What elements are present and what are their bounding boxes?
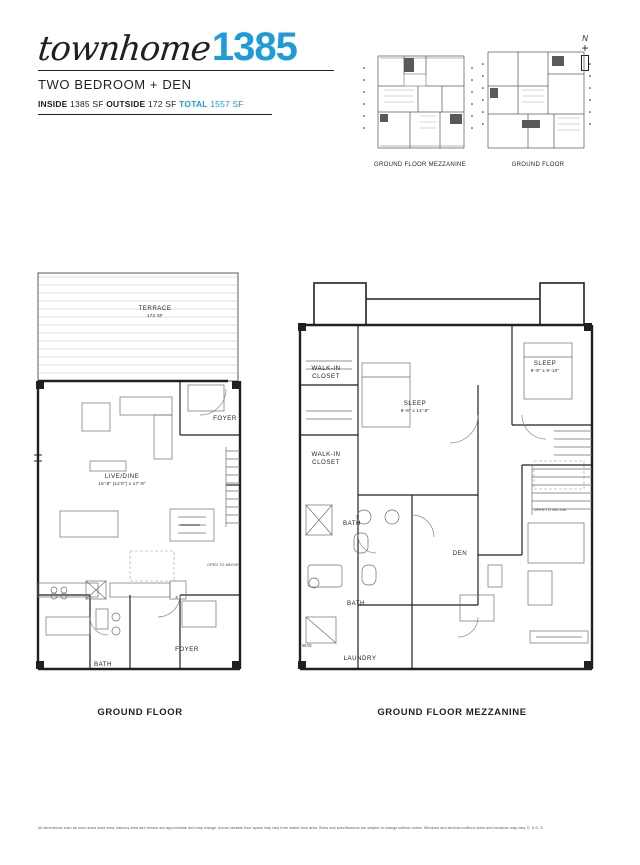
mezzanine-plan-drawing: [292, 265, 612, 705]
room-label-laundry: [330, 655, 390, 663]
outside-value: 172 SF: [147, 99, 177, 110]
room-name-terrace: TERRACE: [138, 305, 172, 312]
key-plan-ground-drawing: [482, 50, 594, 160]
room-label-walkin-closet-1: [304, 365, 348, 382]
room-dim-sleep-main: 9'-8" x 14'-8": [400, 408, 430, 414]
room-name-walkin-closet-1: WALK-IN CLOSET: [311, 365, 341, 381]
disclaimer-text: All dimensions such as room sizes suite area, balcony area and terrace are approximate and may change. Actual useable floor space may vary from stated floor area. Sizes and specifications are subject to change without notice. Windows and window mullions sizes and locations may vary. E. & O. E.: [38, 826, 545, 830]
plan-caption-mezzanine: GROUND FLOOR MEZZANINE: [377, 707, 527, 718]
room-label-washer-dryer: [292, 643, 322, 649]
total-label: TOTAL: [179, 99, 208, 110]
room-label-terrace: [120, 305, 190, 320]
room-label-foyer-upper: [200, 415, 250, 423]
room-label-walkin-closet-2: [304, 451, 348, 468]
room-name-den: DEN: [452, 550, 468, 557]
room-label-bath-left: [78, 661, 128, 669]
inside-value: 1385 SF: [70, 99, 104, 110]
room-label-foyer-lower: [162, 646, 212, 654]
room-label-den: [440, 550, 480, 558]
compass-north-label: N: [582, 34, 588, 43]
area-summary: [38, 99, 368, 109]
plan-caption-ground-floor: GROUND FLOOR: [97, 707, 183, 718]
brand-logo: [35, 25, 368, 69]
room-name-sleep-second: SLEEP: [533, 360, 557, 367]
room-name-sleep-main: SLEEP: [403, 400, 427, 407]
area-divider: [38, 114, 272, 115]
room-label-sleep-second: [510, 360, 580, 375]
note-fridge: F: [175, 595, 179, 600]
room-dim-live-dine: 16'-8" (12'0") x 17'-9": [98, 481, 146, 487]
room-name-bath-upper: BATH: [342, 520, 362, 527]
room-dim-sleep-second: 9'-9" x 9'-10": [530, 368, 560, 374]
brand-divider: [38, 70, 334, 71]
header: [35, 25, 368, 115]
brand-number-text: 1385: [211, 25, 297, 69]
floor-plan-drawings: [0, 255, 640, 725]
outside-label: OUTSIDE: [106, 99, 146, 110]
key-plan-ground: [482, 50, 594, 168]
room-label-live-dine: [62, 473, 182, 488]
key-plans: [352, 34, 602, 184]
room-dim-terrace: 172 SF: [146, 313, 163, 319]
inside-label: INSIDE: [38, 99, 68, 110]
key-plan-mezzanine: [360, 50, 480, 168]
room-label-bath-upper: [330, 520, 374, 528]
room-name-walkin-closet-2: WALK-IN CLOSET: [311, 451, 341, 467]
key-plan-ground-caption: GROUND FLOOR: [511, 162, 565, 168]
room-name-bath-left: BATH: [93, 661, 113, 668]
room-name-bath-lower: BATH: [346, 600, 366, 607]
plan-subtitle: TWO BEDROOM + DEN: [38, 77, 192, 93]
compass-cross-icon: +: [581, 41, 589, 55]
note-open-to-above: OPEN TO ABOVE: [207, 563, 239, 567]
total-value: 1557 SF: [210, 99, 244, 110]
room-name-laundry: LAUNDRY: [343, 655, 377, 662]
room-name-foyer-lower: FOYER: [175, 646, 199, 653]
room-name-live-dine: LIVE/DINE: [104, 473, 140, 480]
room-label-bath-lower: [334, 600, 378, 608]
room-name-foyer-upper: FOYER: [213, 415, 237, 422]
room-name-washer-dryer: W/D: [301, 643, 313, 648]
key-plan-mezzanine-caption: GROUND FLOOR MEZZANINE: [374, 162, 466, 168]
note-open-to-below: OPEN TO BELOW: [533, 508, 567, 512]
room-label-sleep-main: [380, 400, 450, 415]
brand-script-text: townhome: [35, 28, 213, 69]
key-plan-mezzanine-drawing: [360, 50, 480, 160]
